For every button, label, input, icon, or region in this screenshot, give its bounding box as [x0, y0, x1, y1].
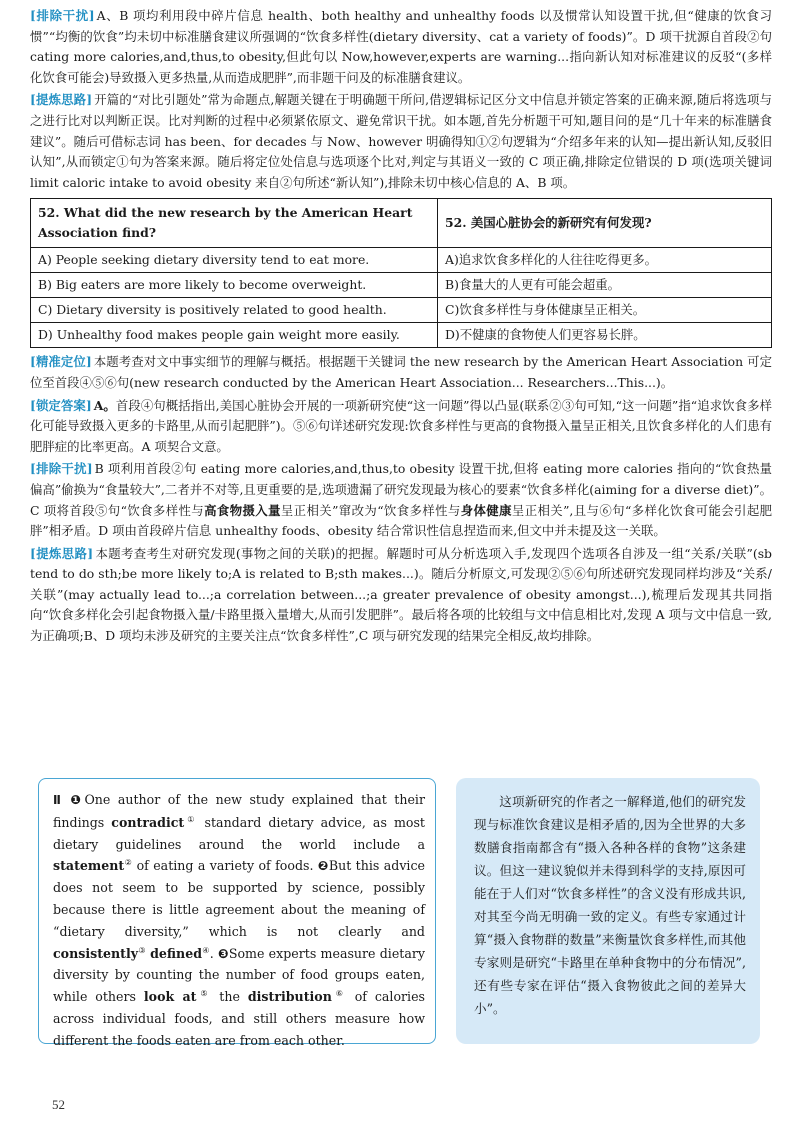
option-en: A) People seeking dietary diversity tend to eat more.: [31, 248, 438, 273]
question-header-row: [31, 199, 772, 248]
option-row: [31, 273, 772, 298]
vocab-marker: ③: [138, 945, 146, 955]
option-row: [31, 323, 772, 348]
option-row: [31, 248, 772, 273]
vocab-word: statement: [53, 858, 125, 874]
english-passage-card: [38, 778, 436, 1048]
option-zh: C)饮食多样性与身体健康呈正相关。: [438, 298, 772, 323]
passage-text: .: [209, 945, 218, 961]
label-locate: [精准定位]: [30, 354, 92, 370]
vocab-marker: ⑤: [196, 988, 212, 998]
option-en: B) Big eaters are more likely to become overweight.: [31, 273, 438, 298]
locate-paragraph: [30, 352, 772, 393]
passage-text: But this advice does not seem to be supported by science, possibly because there is little agreement about the meaning of “dietary diversity,” which is not clearly and: [53, 858, 425, 939]
thinking-text: 开篇的“对比引题处”常为命题点,解题关键在于明确题干所问,借逻辑标记区分文中信息并锁定答案的正确来源,随后将选项与之进行比对以判断正误。比对判断的过程中必须紧依原文、避免常识干扰。如本题,首先分析题干可知,题目问的是“几十年来的标准膳食建议”。随后可借标志词 has been、for decades 与 Now、however 明确得知①②句逻辑为“介绍多年来的认知—提出新认知,反驳旧认知”,从而锁定①句为答案来源。随后将定位处信息与选项逐个比对,判定与其语义一致的 C 项正确,排除定位错误的 D 项(选项关键词 limit caloric intake to avoid obesity 来自②句所述“新认知”),排除未切中核心信息的 A、B 项。: [30, 92, 772, 190]
option-zh: B)食量大的人更有可能会超重。: [438, 273, 772, 298]
chinese-translation-card: 这项新研究的作者之一解释道,他们的研究发现与标准饮食建议是相矛盾的,因为全世界的大多数膳食指南都含有“摄入各种各样的食物”这条建议。但这一建议貌似并未得到科学的支持,原因可能在于人们对“饮食多样性”的含义没有形成共识,对其至今尚无明确一致的定义。有些专家通过计算“摄入食物群的数量”来衡量饮食多样性,而其他专家则是研究“卡路里在单种食物中的分布情况”,还有些专家在评估“摄入食物彼此之间的差异大小”。: [456, 778, 760, 1044]
answer-text: 首段④句概括指出,美国心脏协会开展的一项新研究使“这一问题”得以凸显(联系②③句可知,“这一问题”指“追求饮食多样化可能导致摄入更多的卡路里,从而引起肥胖”)。⑤⑥句详述研究发现:饮食多样性与更高的食物摄入量呈正相关,且饮食多样化的人们患有肥胖症的比率更高。A 项契合文意。: [30, 397, 772, 454]
exclusion-paragraph-2: [30, 459, 772, 541]
exclusion-text: B 项利用首段②句 eating more calories,and,thus,to obesity 设置干扰,但将 eating more calories 指向的“饮食热量偏高”偷换为“食量较大”,二者并不对等,且更重要的是,选项遗漏了研究发现最为核心的要素“饮食多样化(aiming for a diverse diet)”。C 项将首段⑤句“饮食多样性与: [30, 461, 772, 518]
vocab-word: defined: [150, 945, 203, 961]
thinking-paragraph-1: [30, 90, 772, 193]
passage-text: standard dietary advice, as most dietary guidelines around the world include a: [53, 814, 425, 852]
vocab-marker: ④: [202, 945, 210, 955]
paragraph-roman-number: Ⅱ: [53, 793, 65, 807]
vocab-word: look at: [143, 989, 197, 1005]
exclusion-paragraph-1: [30, 6, 772, 88]
option-zh: D)不健康的食物使人们更容易长胖。: [438, 323, 772, 348]
page-body: [30, 6, 772, 649]
emphasis-text: 高食物摄入量: [204, 502, 281, 518]
locate-text: 本题考查对文中事实细节的理解与概括。根据题干关键词 the new research by the American Heart Association 可定位至首段④⑤⑥句(new research conducted by the American Heart Association... Researchers...This...)。: [30, 354, 772, 390]
answer-letter: A。: [93, 397, 116, 413]
label-exclude: [排除干扰]: [30, 461, 93, 477]
sentence-number: ❷: [317, 858, 329, 874]
vocab-word: consistently: [53, 945, 139, 961]
question-en: 52. What did the new research by the American Heart Association find?: [31, 199, 438, 248]
exclusion-text: 呈正相关”,且与⑥句“多样化饮食可能会引起肥胖”相矛盾。D 项由首段碎片信息 unhealthy foods、obesity 结合常识性信息捏造而来,但文中并未提及这一关联。: [30, 502, 773, 539]
vocab-word: contradict: [111, 814, 185, 830]
passage-section: [38, 778, 760, 1048]
page-number: 52: [52, 1097, 65, 1112]
vocab-marker: ①: [184, 814, 198, 824]
option-en: D) Unhealthy food makes people gain weight more easily.: [31, 323, 438, 348]
question-table: [30, 198, 772, 348]
passage-text: Some experts measure dietary diversity by counting the number of food groups eaten, while others: [53, 945, 425, 1005]
passage-text: One author of the new study explained that their findings: [53, 792, 425, 830]
label-answer: [锁定答案]: [30, 397, 92, 413]
option-zh: A)追求饮食多样化的人往往吃得更多。: [438, 248, 772, 273]
passage-text: of eating a variety of foods.: [132, 858, 318, 874]
thinking-paragraph-2: [30, 544, 772, 647]
vocab-word: distribution: [247, 989, 332, 1005]
sentence-number: ❸: [217, 945, 229, 961]
label-thinking: [提炼思路]: [30, 545, 94, 561]
option-en: C) Dietary diversity is positively related to good health.: [31, 298, 438, 323]
vocab-marker: ⑥: [331, 988, 347, 998]
answer-paragraph: [30, 396, 772, 458]
exclusion-text: 呈正相关”窜改为“饮食多样性与: [280, 502, 461, 518]
passage-text: the: [211, 989, 248, 1005]
passage-text: of calories across individual foods, and still others measure how different the foods eaten are from each other.: [53, 989, 425, 1048]
thinking-text: 本题考查考生对研究发现(事物之间的关联)的把握。解题时可从分析选项入手,发现四个选项各自涉及一组“关系/关联”(sb tend to do sth;be more likely to;A is related to B;sth makes...)。随后分析原文,可发现②⑤⑥句所述研究发现同样均涉及“关系/关联”(may actually lead to...;a correlation between...;a greater prevalence of obesity amongst...),梳理后发现其共同指向“饮食多样化会引起食物摄入量/卡路里摄入量增大,从而引发肥胖”。最后将各项的比较组与文中信息相比对,发现 A 项与文中信息一致,为正确项;B、D 项均未涉及研究的主要关注点“饮食多样性”,C 项与研究发现的结果完全相反,故均排除。: [30, 545, 772, 644]
label-exclude: [排除干扰]: [30, 8, 95, 23]
sentence-number: ❶: [70, 792, 85, 807]
label-thinking: [提炼思路]: [30, 92, 93, 108]
vocab-marker: ②: [124, 858, 133, 868]
question-zh: 52. 美国心脏协会的新研究有何发现?: [438, 199, 772, 248]
emphasis-text: 身体健康: [460, 502, 512, 518]
exclusion-text: A、B 项均利用段中碎片信息 health、both healthy and unhealthy foods 以及惯常认知设置干扰,但“健康的饮食习惯”“均衡的饮食”均未切中标准膳食建议所强调的“饮食多样性(dietary diversity、cat a variety of foods)”。D 项干扰源自首段②句 cating more calories,and,thus,to obesity,但此句以 Now,however,experts are warning...指向新认知对标准建议的反驳“(多样化饮食可能会)导致摄入更多热量,从而造成肥胖”,而非题干问及的标准膳食建议。: [30, 8, 772, 85]
option-row: [31, 298, 772, 323]
